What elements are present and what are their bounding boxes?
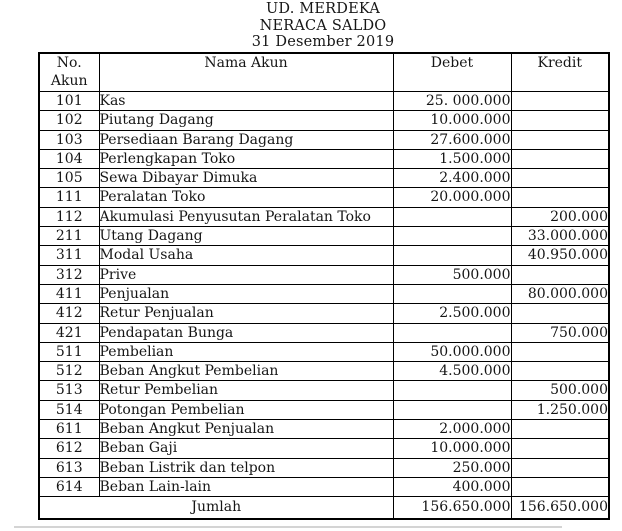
- header-no-akun: [39, 53, 99, 92]
- table-header-row: [39, 53, 609, 92]
- table-body: [39, 92, 609, 497]
- kredit-cell: 33.000.000: [511, 227, 609, 246]
- account-number-cell: 102: [39, 111, 99, 130]
- document-header: [38, 1, 608, 51]
- debet-cell: 2.400.000: [393, 169, 511, 188]
- account-name-cell: Prive: [99, 265, 393, 284]
- table-row: [39, 149, 609, 168]
- kredit-cell: [511, 130, 609, 149]
- account-number-cell: 104: [39, 149, 99, 168]
- account-name-cell: Peralatan Toko: [99, 188, 393, 207]
- account-name-cell: Perlengkapan Toko: [99, 149, 393, 168]
- debet-cell: 10.000.000: [393, 439, 511, 458]
- total-label: Jumlah: [39, 497, 393, 520]
- account-number-cell: 421: [39, 323, 99, 342]
- table-row: [39, 265, 609, 284]
- kredit-cell: 40.950.000: [511, 246, 609, 265]
- debet-cell: 500.000: [393, 265, 511, 284]
- kredit-cell: 200.000: [511, 207, 609, 226]
- kredit-cell: 80.000.000: [511, 284, 609, 303]
- kredit-cell: 750.000: [511, 323, 609, 342]
- debet-cell: [393, 381, 511, 400]
- table-row: [39, 130, 609, 149]
- account-number-cell: 513: [39, 381, 99, 400]
- debet-cell: [393, 246, 511, 265]
- kredit-cell: [511, 169, 609, 188]
- debet-cell: [393, 207, 511, 226]
- account-name-cell: Sewa Dibayar Dimuka: [99, 169, 393, 188]
- account-name-cell: Beban Lain-lain: [99, 477, 393, 496]
- debet-cell: [393, 284, 511, 303]
- account-number-cell: 112: [39, 207, 99, 226]
- table-row: [39, 207, 609, 226]
- account-name-cell: Kas: [99, 92, 393, 111]
- header-debet: Debet: [393, 53, 511, 92]
- scan-shadow-line: [14, 526, 562, 528]
- account-number-cell: 412: [39, 304, 99, 323]
- table-row: [39, 362, 609, 381]
- account-number-cell: 105: [39, 169, 99, 188]
- account-number-cell: 614: [39, 477, 99, 496]
- table-row: [39, 246, 609, 265]
- debet-cell: 1.500.000: [393, 149, 511, 168]
- header-no-akun-line2: Akun: [50, 73, 88, 89]
- account-name-cell: Beban Gaji: [99, 439, 393, 458]
- account-name-cell: Beban Angkut Pembelian: [99, 362, 393, 381]
- account-number-cell: 111: [39, 188, 99, 207]
- account-name-cell: Retur Penjualan: [99, 304, 393, 323]
- kredit-cell: [511, 439, 609, 458]
- kredit-cell: [511, 458, 609, 477]
- trial-balance-table: [38, 52, 610, 520]
- account-number-cell: 512: [39, 362, 99, 381]
- account-number-cell: 514: [39, 400, 99, 419]
- table-row: [39, 111, 609, 130]
- debet-cell: 2.500.000: [393, 304, 511, 323]
- table-row: [39, 323, 609, 342]
- kredit-cell: [511, 342, 609, 361]
- account-name-cell: Potongan Pembelian: [99, 400, 393, 419]
- account-name-cell: Retur Pembelian: [99, 381, 393, 400]
- account-name-cell: Penjualan: [99, 284, 393, 303]
- kredit-cell: [511, 188, 609, 207]
- header-kredit: Kredit: [511, 53, 609, 92]
- debet-cell: 10.000.000: [393, 111, 511, 130]
- table-row: [39, 92, 609, 111]
- header-nama-akun: Nama Akun: [99, 53, 393, 92]
- account-number-cell: 613: [39, 458, 99, 477]
- account-number-cell: 101: [39, 92, 99, 111]
- table-row: [39, 188, 609, 207]
- debet-cell: 20.000.000: [393, 188, 511, 207]
- account-name-cell: Beban Listrik dan telpon: [99, 458, 393, 477]
- debet-cell: 27.600.000: [393, 130, 511, 149]
- total-debet: 156.650.000: [393, 497, 511, 520]
- table-row: [39, 304, 609, 323]
- account-name-cell: Persediaan Barang Dagang: [99, 130, 393, 149]
- account-name-cell: Utang Dagang: [99, 227, 393, 246]
- kredit-cell: [511, 111, 609, 130]
- account-number-cell: 411: [39, 284, 99, 303]
- debet-cell: [393, 400, 511, 419]
- table-row: [39, 227, 609, 246]
- kredit-cell: [511, 420, 609, 439]
- company-name: UD. MERDEKA: [265, 1, 381, 17]
- account-number-cell: 612: [39, 439, 99, 458]
- kredit-cell: [511, 477, 609, 496]
- kredit-cell: [511, 92, 609, 111]
- kredit-cell: [511, 265, 609, 284]
- kredit-cell: [511, 304, 609, 323]
- kredit-cell: 500.000: [511, 381, 609, 400]
- kredit-cell: [511, 362, 609, 381]
- account-name-cell: Pembelian: [99, 342, 393, 361]
- total-kredit: 156.650.000: [511, 497, 609, 520]
- account-number-cell: 312: [39, 265, 99, 284]
- account-number-cell: 611: [39, 420, 99, 439]
- table-row: [39, 458, 609, 477]
- debet-cell: 400.000: [393, 477, 511, 496]
- table-row: [39, 342, 609, 361]
- table-row: [39, 400, 609, 419]
- account-name-cell: Piutang Dagang: [99, 111, 393, 130]
- table-row: [39, 381, 609, 400]
- debet-cell: 2.000.000: [393, 420, 511, 439]
- header-no-akun-line1: No.: [56, 55, 82, 71]
- account-number-cell: 211: [39, 227, 99, 246]
- account-name-cell: Akumulasi Penyusutan Peralatan Toko: [99, 207, 393, 226]
- debet-cell: [393, 227, 511, 246]
- account-number-cell: 311: [39, 246, 99, 265]
- debet-cell: 250.000: [393, 458, 511, 477]
- report-date: 31 Desember 2019: [251, 34, 395, 50]
- account-name-cell: Beban Angkut Penjualan: [99, 420, 393, 439]
- kredit-cell: [511, 149, 609, 168]
- table-row: [39, 477, 609, 496]
- table-row: [39, 420, 609, 439]
- debet-cell: 25. 000.000: [393, 92, 511, 111]
- table-footer-row: [39, 497, 609, 520]
- account-name-cell: Modal Usaha: [99, 246, 393, 265]
- account-name-cell: Pendapatan Bunga: [99, 323, 393, 342]
- debet-cell: 50.000.000: [393, 342, 511, 361]
- debet-cell: 4.500.000: [393, 362, 511, 381]
- kredit-cell: 1.250.000: [511, 400, 609, 419]
- report-title: NERACA SALDO: [259, 17, 387, 34]
- table-row: [39, 284, 609, 303]
- table-row: [39, 169, 609, 188]
- table-row: [39, 439, 609, 458]
- account-number-cell: 103: [39, 130, 99, 149]
- account-number-cell: 511: [39, 342, 99, 361]
- debet-cell: [393, 323, 511, 342]
